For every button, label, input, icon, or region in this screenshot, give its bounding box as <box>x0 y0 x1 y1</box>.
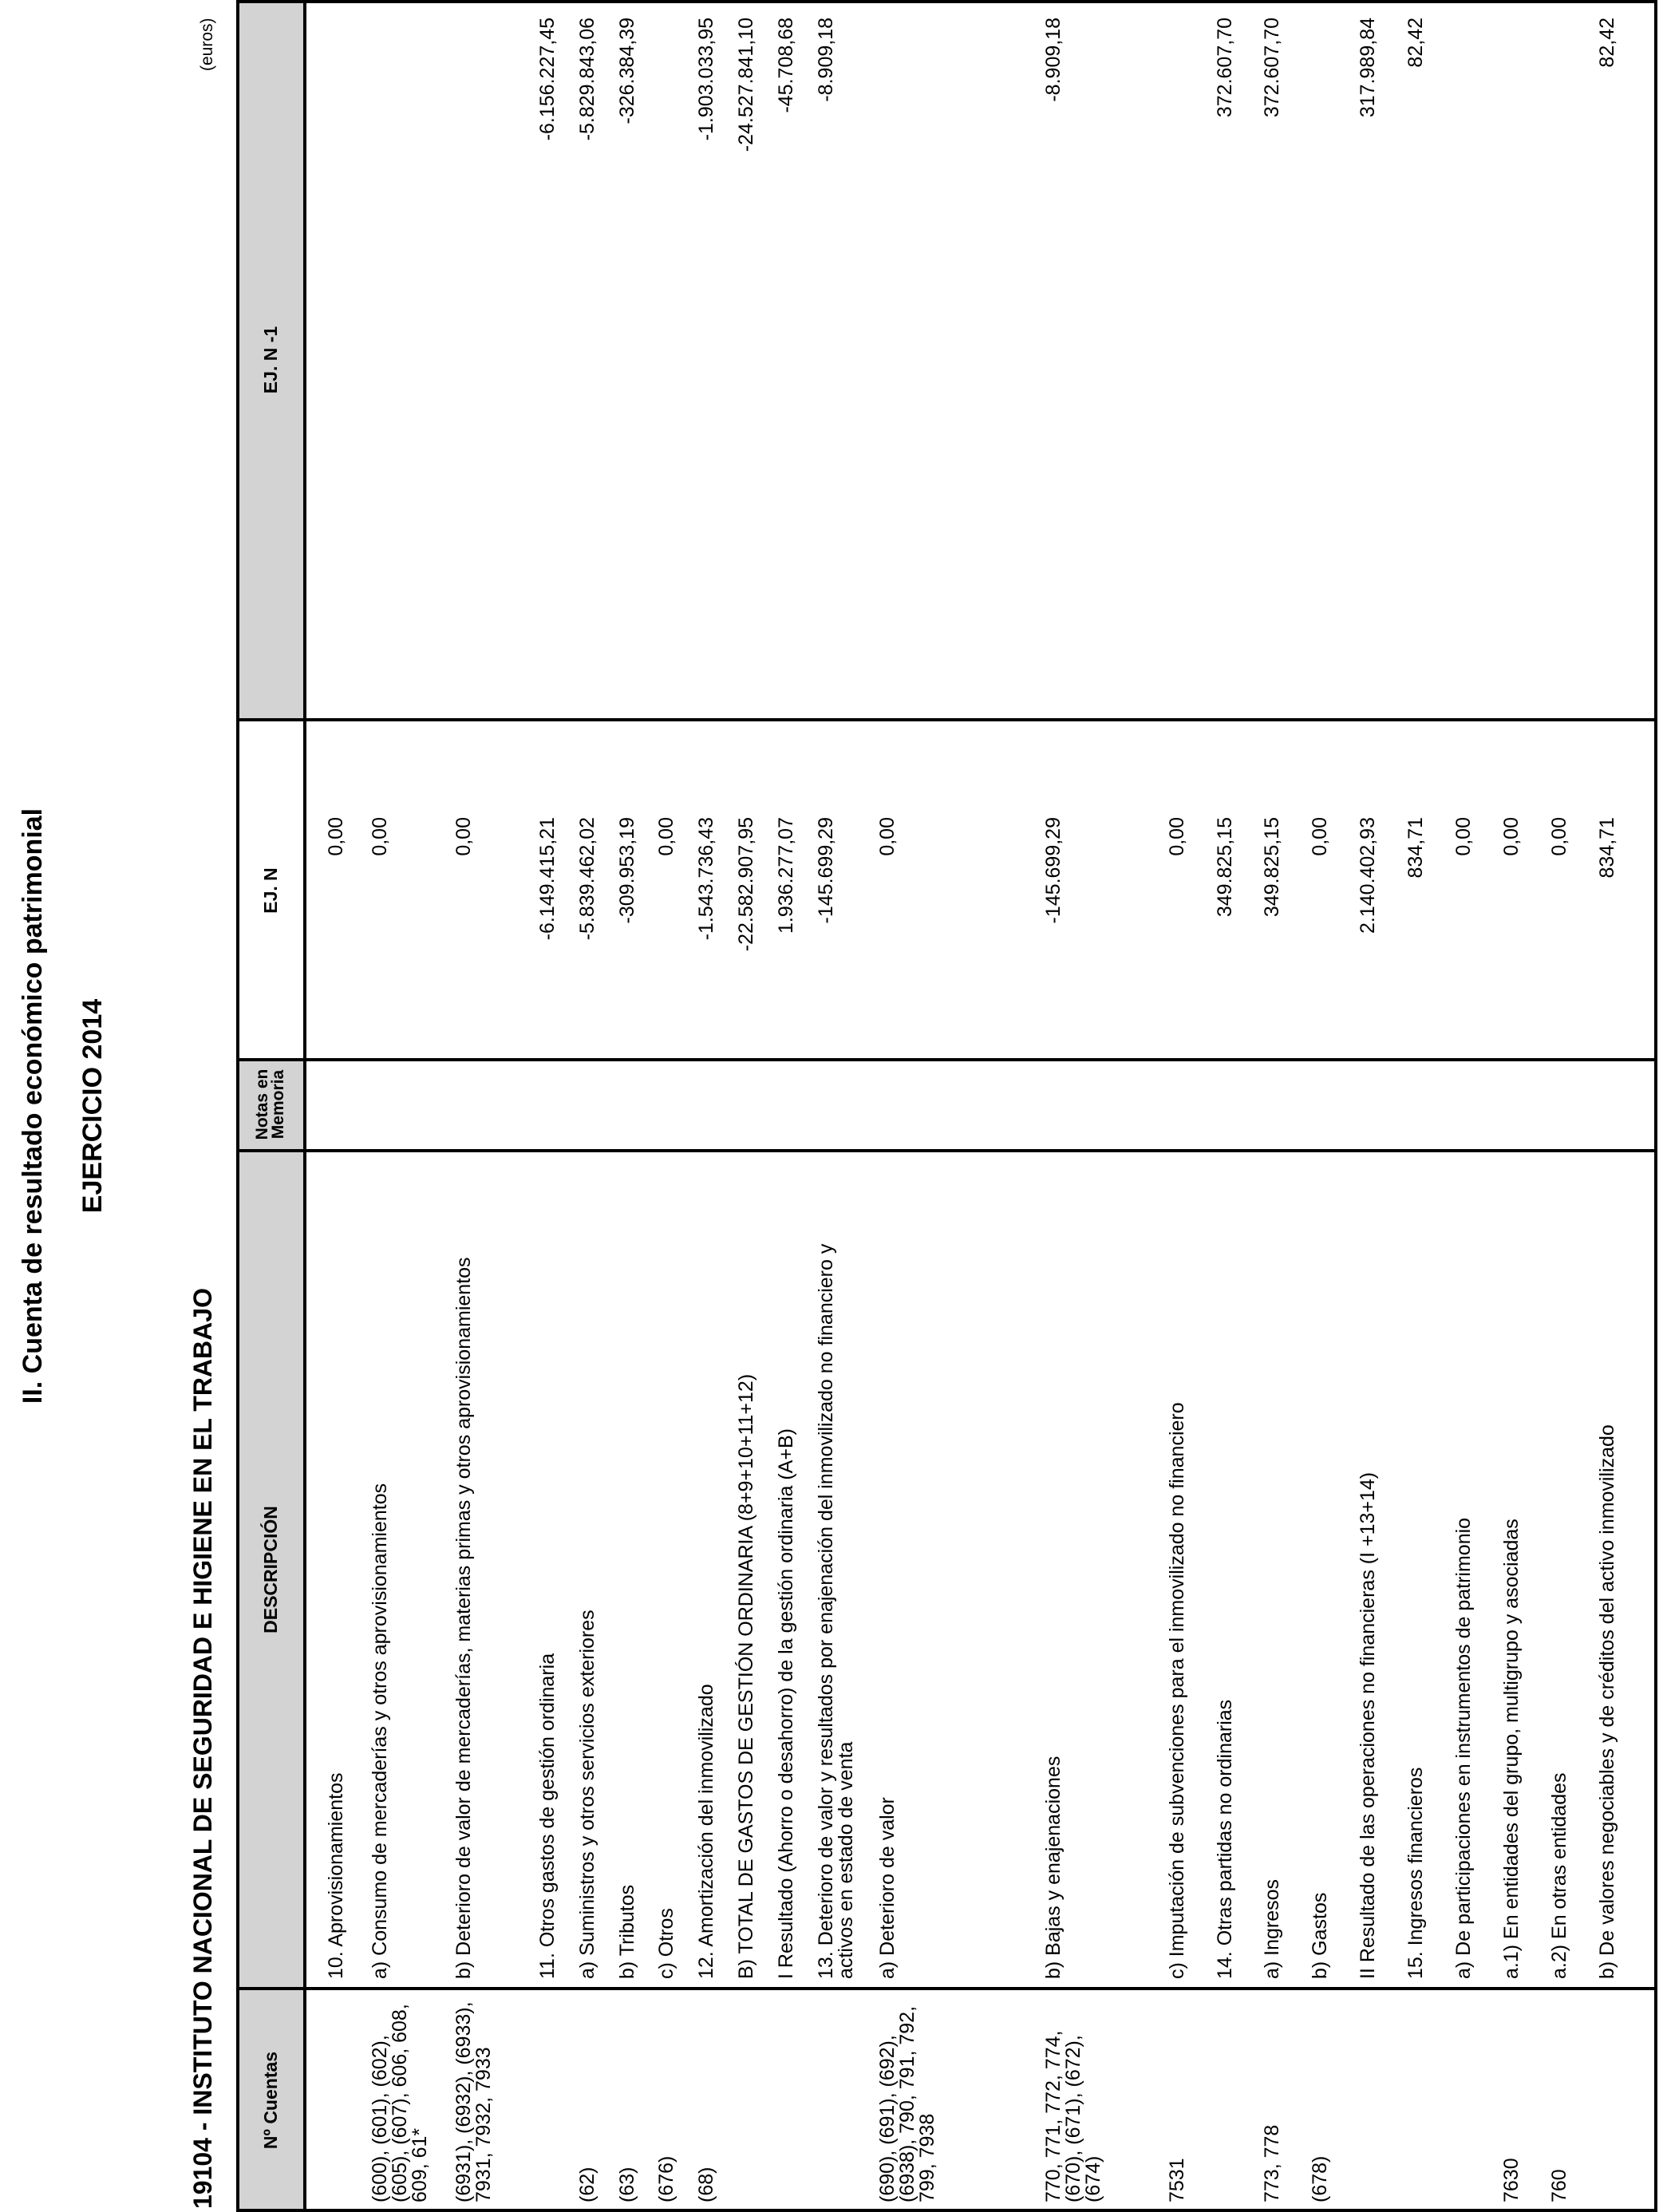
row-description: 14. Otras partidas no ordinarias <box>1214 1699 1236 1979</box>
row-previous-value: -326.384,39 <box>616 18 638 124</box>
row-current-value: -1.543.736,43 <box>695 817 717 941</box>
row-current-value: 0,00 <box>876 817 899 856</box>
row-accounts: 760 <box>1548 2169 1570 2202</box>
row-accounts: (690), (691), (692), (6938), 790, 791, 792, 799, 7938 <box>876 2005 938 2202</box>
row-accounts: (68) <box>695 2167 717 2202</box>
row-current-value: -145.699,29 <box>1042 817 1065 924</box>
row-accounts: (63) <box>616 2167 638 2202</box>
row-previous-value: -45.708,68 <box>775 18 797 113</box>
row-accounts: 7531 <box>1166 2158 1188 2202</box>
table-border-bottom <box>1654 0 1657 2212</box>
row-current-value: -6.149.415,21 <box>536 817 559 941</box>
row-description: a) De participaciones en instrumentos de patrimonio <box>1452 1517 1475 1979</box>
row-accounts: 7630 <box>1500 2158 1523 2202</box>
row-description: b) Tributos <box>616 1884 638 1979</box>
exercise-title: EJERCICIO 2014 <box>77 998 108 1214</box>
row-description: a) Consumo de mercaderías y otros aprovisionamientos <box>369 1483 391 1979</box>
row-current-value: 1.936.277,07 <box>775 817 797 934</box>
row-description: a) Ingresos <box>1261 1878 1283 1979</box>
row-accounts: 770, 771, 772, 774, (670), (671), (672), (674) <box>1042 2030 1104 2202</box>
row-previous-value: -5.829.843,06 <box>576 18 598 141</box>
row-current-value: 349.825,15 <box>1261 817 1283 918</box>
row-current-value: 0,00 <box>1500 817 1523 856</box>
row-description: a) Suministros y otros servicios exteriores <box>576 1610 598 1979</box>
row-description: 13. Deterioro de valor y resultados por enajenación del inmovilizado no financiero y activos en estado de venta <box>815 1243 857 1979</box>
column-divider <box>236 1058 1657 1061</box>
row-current-value: -309.953,19 <box>616 817 638 924</box>
row-previous-value: -1.903.033,95 <box>695 18 717 141</box>
row-description: 11. Otros gastos de gestión ordinaria <box>536 1653 559 1979</box>
header-current-year: EJ. N <box>260 867 281 914</box>
row-previous-value: -24.527.841,10 <box>735 18 757 152</box>
row-accounts: (676) <box>655 2155 677 2202</box>
row-previous-value: -8.909,18 <box>815 18 837 102</box>
page-title: II. Cuenta de resultado económico patrimonial <box>18 808 48 1404</box>
header-notes: Notas en Memoria <box>253 1068 287 1140</box>
row-description: a) Deterioro de valor <box>876 1797 899 1979</box>
row-current-value: 0,00 <box>1452 817 1475 856</box>
row-current-value: 0,00 <box>452 817 475 856</box>
row-description: I Resultado (Ahorro o desahorro) de la gestión ordinaria (A+B) <box>775 1428 797 1979</box>
row-current-value: 834,71 <box>1404 817 1427 879</box>
row-current-value: 0,00 <box>325 817 347 856</box>
row-accounts: (6931), (6932), (6933), 7931, 7932, 7933 <box>452 2001 495 2202</box>
row-description: B) TOTAL DE GASTOS DE GESTIÓN ORDINARIA (8+9+10+11+12) <box>735 1373 757 1979</box>
column-divider <box>236 2209 1657 2212</box>
row-current-value: -145.699,29 <box>815 817 837 924</box>
row-description: c) Otros <box>655 1908 677 1979</box>
entity-title: 19104 - INSTITUTO NACIONAL DE SEGURIDAD E HIGIENE EN EL TRABAJO <box>188 1288 217 2209</box>
row-current-value: 0,00 <box>1166 817 1188 856</box>
row-current-value: 0,00 <box>1309 817 1331 856</box>
header-previous-year: EJ. N -1 <box>260 326 281 394</box>
column-divider <box>236 718 1657 721</box>
row-accounts: (62) <box>576 2167 598 2202</box>
row-description: b) Gastos <box>1309 1892 1331 1979</box>
row-accounts: 773, 778 <box>1261 2124 1283 2202</box>
header-separator <box>303 0 306 2212</box>
column-divider <box>236 0 1657 3</box>
row-previous-value: 372.607,70 <box>1261 18 1283 118</box>
row-current-value: 834,71 <box>1596 817 1618 879</box>
row-accounts: (600), (601), (602), (605), (607), 606, 608, 609, 61* <box>369 2004 431 2202</box>
row-previous-value: 317.989,84 <box>1357 18 1379 118</box>
row-previous-value: -8.909,18 <box>1042 18 1065 102</box>
row-current-value: -22.582.907,95 <box>735 817 757 952</box>
row-previous-value: 82,42 <box>1404 18 1427 68</box>
units-label: (euros) <box>198 18 216 71</box>
row-description: a.1) En entidades del grupo, multigrupo y asociadas <box>1500 1519 1523 1979</box>
row-current-value: -5.839.462,02 <box>576 817 598 941</box>
row-description: 10. Aprovisionamientos <box>325 1772 347 1979</box>
row-current-value: 349.825,15 <box>1214 817 1236 918</box>
row-current-value: 0,00 <box>655 817 677 856</box>
row-description: 15. Ingresos financieros <box>1404 1767 1427 1979</box>
income-statement-table <box>236 0 1657 2212</box>
row-previous-value: 372.607,70 <box>1214 18 1236 118</box>
row-previous-value: 82,42 <box>1596 18 1618 68</box>
row-accounts: (678) <box>1309 2155 1331 2202</box>
row-previous-value: -6.156.227,45 <box>536 18 559 141</box>
row-description: a.2) En otras entidades <box>1548 1772 1570 1979</box>
table-border-top <box>236 0 239 2212</box>
row-description: b) Bajas y enajenaciones <box>1042 1756 1065 1979</box>
row-description: II Resultado de las operaciones no financieras (I +13+14) <box>1357 1471 1379 1979</box>
row-description: c) Imputación de subvenciones para el inmovilizado no financiero <box>1166 1402 1188 1979</box>
row-current-value: 2.140.402,93 <box>1357 817 1379 934</box>
row-description: b) De valores negociables y de créditos del activo inmovilizado <box>1596 1424 1618 1979</box>
row-description: b) Deterioro de valor de mercaderías, materias primas y otros aprovisionamientos <box>452 1257 475 1979</box>
column-divider <box>236 1149 1657 1152</box>
row-description: 12. Amortización del inmovilizado <box>695 1684 717 1979</box>
row-current-value: 0,00 <box>369 817 391 856</box>
header-accounts: Nº Cuentas <box>260 2051 281 2150</box>
column-divider <box>236 1987 1657 1990</box>
header-description: DESCRIPCIÓN <box>260 1506 281 1633</box>
row-current-value: 0,00 <box>1548 817 1570 856</box>
